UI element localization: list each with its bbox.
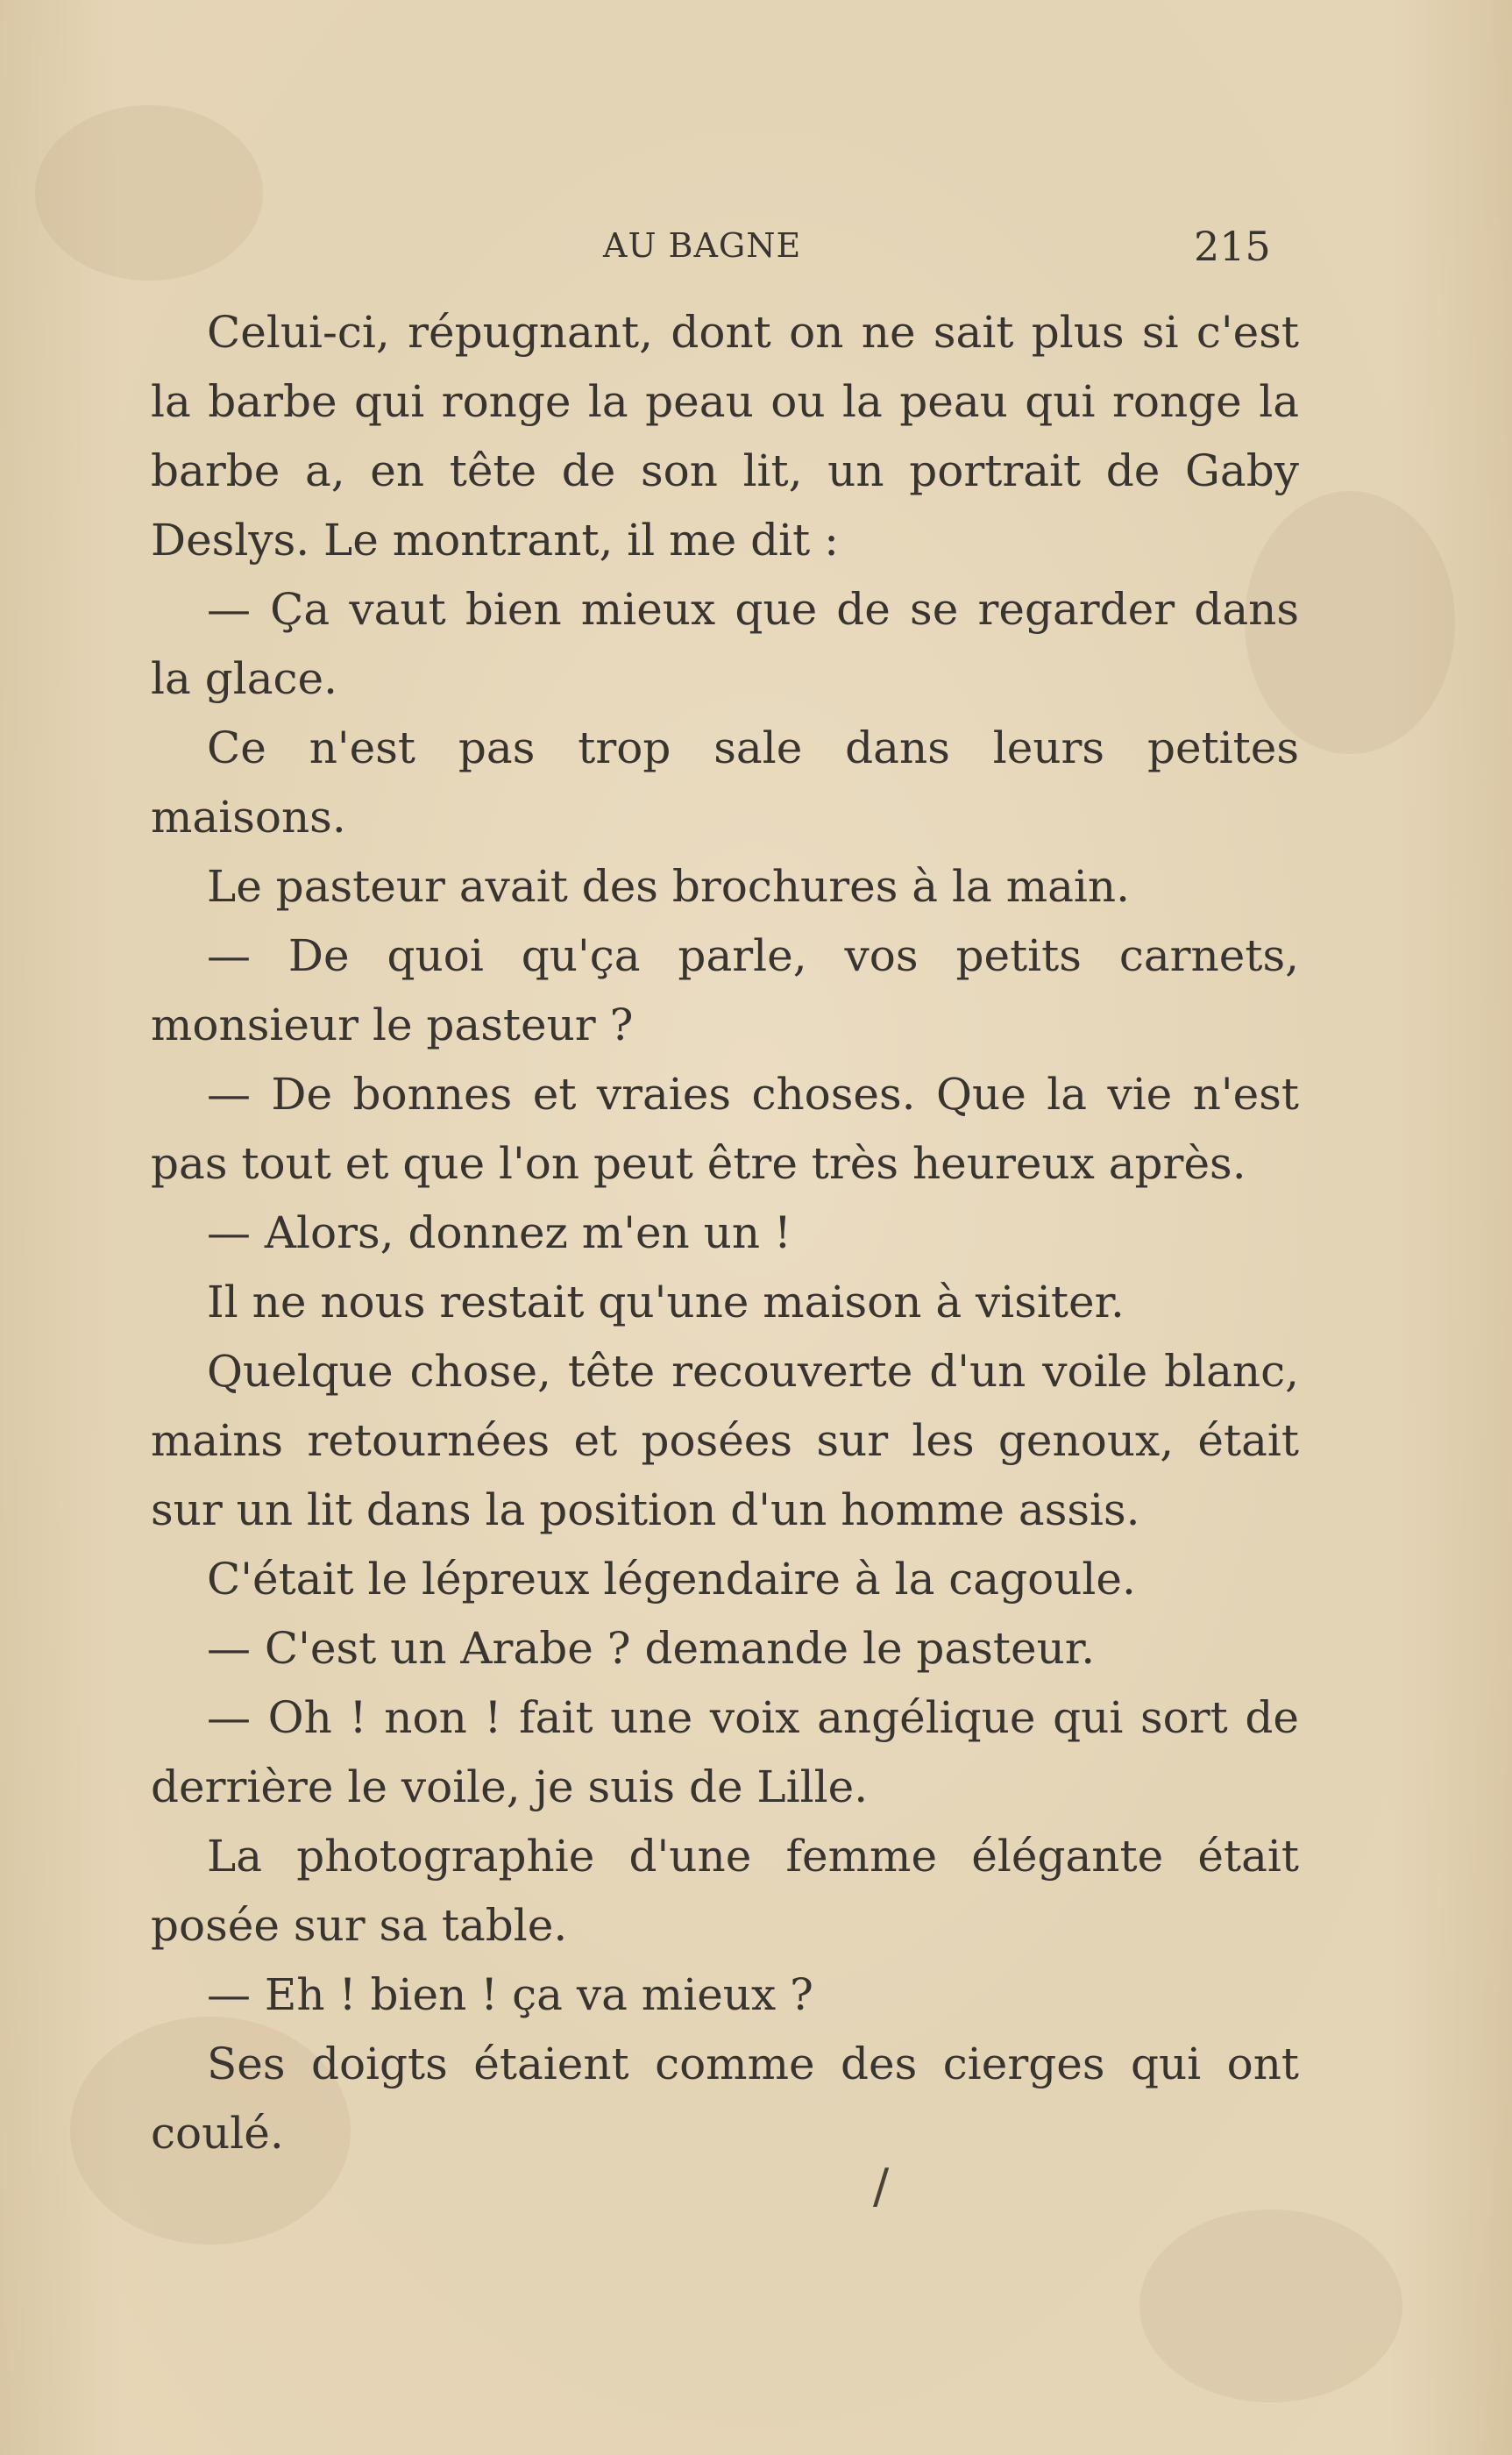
page-number: 215 (1194, 223, 1271, 270)
body-text (151, 298, 1299, 2168)
paragraph: Quelque chose, tête recouverte d'un voile blanc, mains retournées et posées sur les genoux, était sur un lit dans la position d'un homme assis. (151, 1346, 1299, 1535)
paragraph: Le pasteur avait des brochures à la main. (207, 861, 1131, 912)
paragraph: — Oh ! non ! fait une voix angélique qui sort de derrière le voile, je suis de Lille. (151, 1692, 1299, 1812)
paragraph: Celui-ci, répugnant, dont on ne sait plus si c'est la barbe qui ronge la peau ou la peau qui ronge la barbe a, en tête de son lit, un portrait de Gaby Deslys. Le montrant, il me dit : (151, 307, 1299, 566)
paragraph: Ce n'est pas trop sale dans leurs petites maisons. (151, 722, 1299, 843)
paragraph: Il ne nous restait qu'une maison à visiter. (207, 1277, 1125, 1327)
paragraph: — De bonnes et vraies choses. Que la vie n'est pas tout et que l'on peut être très heureux après. (151, 1069, 1299, 1189)
paragraph: C'était le lépreux légendaire à la cagoule. (207, 1554, 1136, 1605)
paragraph: Ses doigts étaient comme des cierges qui ont coulé. (151, 2039, 1299, 2159)
paragraph: — Alors, donnez m'en un ! (207, 1207, 792, 1258)
stray-pencil-mark: / (873, 2159, 890, 2214)
paper-stain (1139, 2210, 1402, 2402)
paragraph: — Ça vaut bien mieux que de se regarder dans la glace. (151, 584, 1299, 704)
paragraph: — De quoi qu'ça parle, vos petits carnets, monsieur le pasteur ? (151, 930, 1299, 1050)
running-title: AU BAGNE (603, 226, 802, 265)
paragraph: La photographie d'une femme élégante était posée sur sa table. (151, 1831, 1299, 1951)
running-head (0, 223, 1512, 279)
paragraph: — Eh ! bien ! ça va mieux ? (207, 1969, 813, 2020)
paragraph: — C'est un Arabe ? demande le pasteur. (207, 1623, 1096, 1674)
